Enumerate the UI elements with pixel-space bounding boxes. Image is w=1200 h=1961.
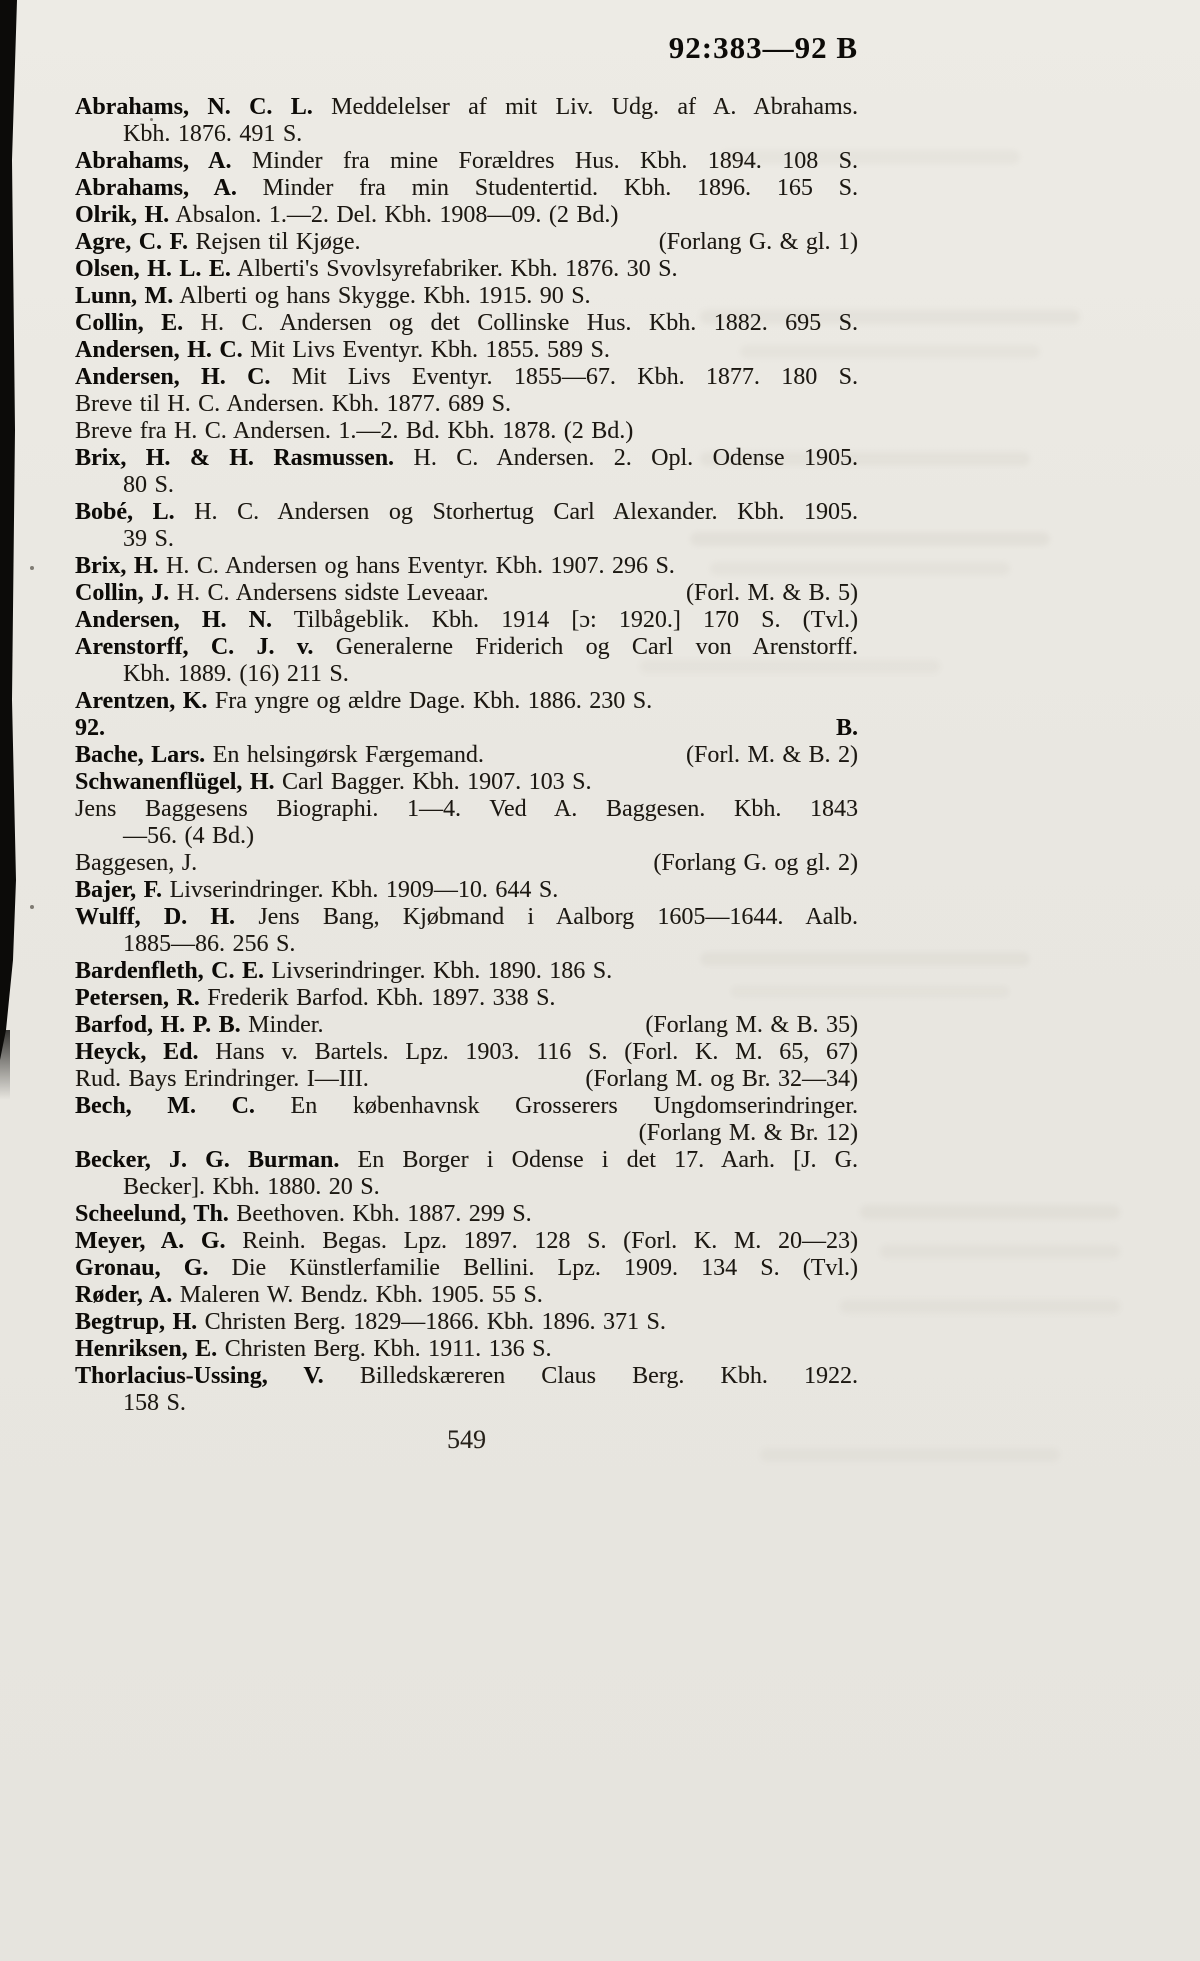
entry-line: 80 S. [123, 472, 174, 498]
entry-ref: (Forl. M. & B. 5) [685, 580, 858, 606]
entry-ref: (Forlang G. & gl. 1) [658, 229, 858, 255]
bleed-smudge [880, 1245, 1120, 1258]
scan-speck [30, 905, 34, 909]
entry-author: Collin, J. [75, 580, 170, 606]
entry-author: Collin, E. [75, 310, 184, 336]
entry-author: Petersen, R. [75, 985, 200, 1011]
entry-line: Bardenfleth, C. E. Livserindringer. Kbh. 1890. 186 S. [75, 958, 613, 984]
entry-author: Thorlacius-Ussing, V. [75, 1363, 324, 1389]
scan-gutter-shadow [0, 0, 20, 1060]
entry-line: Arentzen, K. Fra yngre og ældre Dage. Kbh. 1886. 230 S. [75, 688, 653, 714]
entry-line: Henriksen, E. Christen Berg. Kbh. 1911. 136 S. [75, 1336, 552, 1362]
page-header-shelfmark: 92:383—92 B [668, 30, 858, 65]
entry-line: Breve fra H. C. Andersen. 1.—2. Bd. Kbh. 1878. (2 Bd.) [75, 418, 634, 444]
entry-line: Petersen, R. Frederik Barfod. Kbh. 1897. 338 S. [75, 985, 556, 1011]
entry-text: Bache, Lars. En helsingørsk Færgemand. [75, 742, 484, 768]
entry-lines [75, 94, 858, 1417]
entry-author: Begtrup, H. [75, 1309, 198, 1335]
entry-line: Abrahams, A. Minder fra min Studentertid. Kbh. 1896. 165 S. [75, 175, 859, 201]
entry-ref: (Forlang M. & Br. 12) [638, 1120, 858, 1146]
entry-line: Andersen, H. N. Tilbågeblik. Kbh. 1914 [ɔ: 1920.] 170 S. (Tvl.) [75, 607, 858, 633]
entry-ref: (Forlang M. & B. 35) [645, 1012, 858, 1038]
entry-author: Wulff, D. H. [75, 904, 236, 930]
entry-author: Bobé, L. [75, 499, 175, 525]
entry-author: Becker, J. G. Burman. [75, 1147, 340, 1173]
entry-author: Agre, C. F. [75, 229, 188, 255]
entry-line: Lunn, M. Alberti og hans Skygge. Kbh. 1915. 90 S. [75, 283, 591, 309]
entry-author: Meyer, A. G. [75, 1228, 226, 1254]
entry-line: Breve til H. C. Andersen. Kbh. 1877. 689 S. [75, 391, 511, 417]
entry-author: Olsen, H. L. E. [75, 256, 231, 282]
entry-author: Andersen, H. C. [75, 337, 243, 363]
entry-line: Gronau, G. Die Künstlerfamilie Bellini. Lpz. 1909. 134 S. (Tvl.) [75, 1255, 859, 1281]
entry-ref: (Forl. M. & B. 2) [685, 742, 858, 768]
entry-line [75, 1066, 858, 1093]
entry-line: Olsen, H. L. E. Alberti's Svovlsyrefabriker. Kbh. 1876. 30 S. [75, 256, 678, 282]
entry-author: Schwanenflügel, H. [75, 769, 275, 795]
entry-author: Abrahams, A. [75, 148, 232, 174]
entry-line: 1885—86. 256 S. [123, 931, 296, 957]
entry-line [75, 715, 858, 742]
entry-line [75, 850, 858, 877]
entry-author: Brix, H. [75, 553, 159, 579]
entry-line: Andersen, H. C. Mit Livs Eventyr. 1855—67. Kbh. 1877. 180 S. [75, 364, 859, 390]
entry-line: Thorlacius-Ussing, V. Billedskæreren Claus Berg. Kbh. 1922. [75, 1363, 858, 1389]
entry-line: Schwanenflügel, H. Carl Bagger. Kbh. 1907. 103 S. [75, 769, 592, 795]
entry-author: Arenstorff, C. J. v. [75, 634, 314, 660]
entry-author: Andersen, H. N. [75, 607, 273, 633]
entry-author: Arentzen, K. [75, 688, 208, 714]
entry-author: Henriksen, E. [75, 1336, 218, 1362]
entry-author: Abrahams, A. [75, 175, 237, 201]
entry-line: Brix, H. & H. Rasmussen. H. C. Andersen. 2. Opl. Odense 1905. [75, 445, 858, 471]
entry-line: Kbh. 1876. 491 S. [123, 121, 303, 147]
entry-line: Becker]. Kbh. 1880. 20 S. [123, 1174, 380, 1200]
entry-text: Barfod, H. P. B. Minder. [75, 1012, 324, 1038]
entry-line: Scheelund, Th. Beethoven. Kbh. 1887. 299 S. [75, 1201, 532, 1227]
bleed-smudge [840, 1300, 1120, 1313]
scan-speck [30, 566, 34, 570]
bleed-smudge [860, 1205, 1120, 1219]
entry-line: Abrahams, A. Minder fra mine Forældres Hus. Kbh. 1894. 108 S. [75, 148, 858, 174]
entry-text: Agre, C. F. Rejsen til Kjøge. [75, 229, 361, 255]
entry-line: Røder, A. Maleren W. Bendz. Kbh. 1905. 55 S. [75, 1282, 543, 1308]
entry-text: Baggesen, J. [75, 850, 198, 876]
page-number: 549 [447, 1425, 486, 1454]
entry-line: Olrik, H. Absalon. 1.—2. Del. Kbh. 1908—09. (2 Bd.) [75, 202, 619, 228]
entry-line: Bech, M. C. En københavnsk Grosserers Ungdomserindringer. [75, 1093, 858, 1119]
entry-text: Rud. Bays Erindringer. I—III. [75, 1066, 369, 1092]
entry-author: Lunn, M. [75, 283, 174, 309]
entry-line [75, 1012, 858, 1039]
entry-line: Becker, J. G. Burman. En Borger i Odense i det 17. Aarh. [J. G. [75, 1147, 859, 1173]
entry-author: Heyck, Ed. [75, 1039, 199, 1065]
entry-author: Bech, M. C. [75, 1093, 255, 1119]
entry-author: Brix, H. & H. Rasmussen. [75, 445, 395, 471]
entry-line: 39 S. [123, 526, 174, 552]
entry-author: 92. [75, 715, 105, 741]
entry-line: Jens Baggesens Biographi. 1—4. Ved A. Baggesen. Kbh. 1843 [75, 796, 858, 822]
entry-text [75, 715, 105, 742]
entry-author: Barfod, H. P. B. [75, 1012, 241, 1038]
entry-line: Heyck, Ed. Hans v. Bartels. Lpz. 1903. 116 S. (Forl. K. M. 65, 67) [75, 1039, 858, 1065]
entry-author: Bajer, F. [75, 877, 163, 903]
entry-line: Brix, H. H. C. Andersen og hans Eventyr. Kbh. 1907. 296 S. [75, 553, 675, 579]
entry-line: Bobé, L. H. C. Andersen og Storhertug Carl Alexander. Kbh. 1905. [75, 499, 859, 525]
entry-author: Olrik, H. [75, 202, 170, 228]
entry-ref: (Forlang M. og Br. 32—34) [585, 1066, 858, 1092]
entry-line [75, 580, 858, 607]
entry-line: Abrahams, N. C. L. Meddelelser af mit Liv. Udg. af A. Abrahams. [75, 94, 859, 120]
entry-line [75, 742, 858, 769]
entry-author: Bardenfleth, C. E. [75, 958, 264, 984]
entry-author: Scheelund, Th. [75, 1201, 229, 1227]
entry-line: Meyer, A. G. Reinh. Begas. Lpz. 1897. 128 S. (Forl. K. M. 20—23) [75, 1228, 858, 1254]
entry-text: Collin, J. H. C. Andersens sidste Leveaar. [75, 580, 489, 606]
entry-ref: B. [835, 715, 858, 741]
entry-line [75, 1120, 858, 1147]
entry-line: Andersen, H. C. Mit Livs Eventyr. Kbh. 1855. 589 S. [75, 337, 610, 363]
entry-author: Andersen, H. C. [75, 364, 271, 390]
entry-line: Arenstorff, C. J. v. Generalerne Friderich og Carl von Arenstorff. [75, 634, 859, 660]
entry-line: 158 S. [123, 1390, 186, 1416]
entry-author: Gronau, G. [75, 1255, 209, 1281]
entry-author: Røder, A. [75, 1282, 173, 1308]
entry-line: Collin, E. H. C. Andersen og det Collinske Hus. Kbh. 1882. 695 S. [75, 310, 858, 336]
entry-line [75, 229, 858, 256]
entry-ref: (Forlang G. og gl. 2) [653, 850, 858, 876]
entry-line: —56. (4 Bd.) [123, 823, 254, 849]
entry-author: Bache, Lars. [75, 742, 206, 768]
entry-line: Bajer, F. Livserindringer. Kbh. 1909—10. 644 S. [75, 877, 559, 903]
entry-author: Abrahams, N. C. L. [75, 94, 313, 120]
entry-line: Wulff, D. H. Jens Bang, Kjøbmand i Aalborg 1605—1644. Aalb. [75, 904, 858, 930]
entry-line: Begtrup, H. Christen Berg. 1829—1866. Kbh. 1896. 371 S. [75, 1309, 666, 1335]
scan-gutter-fade [0, 1030, 10, 1100]
entry-line: Kbh. 1889. (16) 211 S. [123, 661, 349, 687]
